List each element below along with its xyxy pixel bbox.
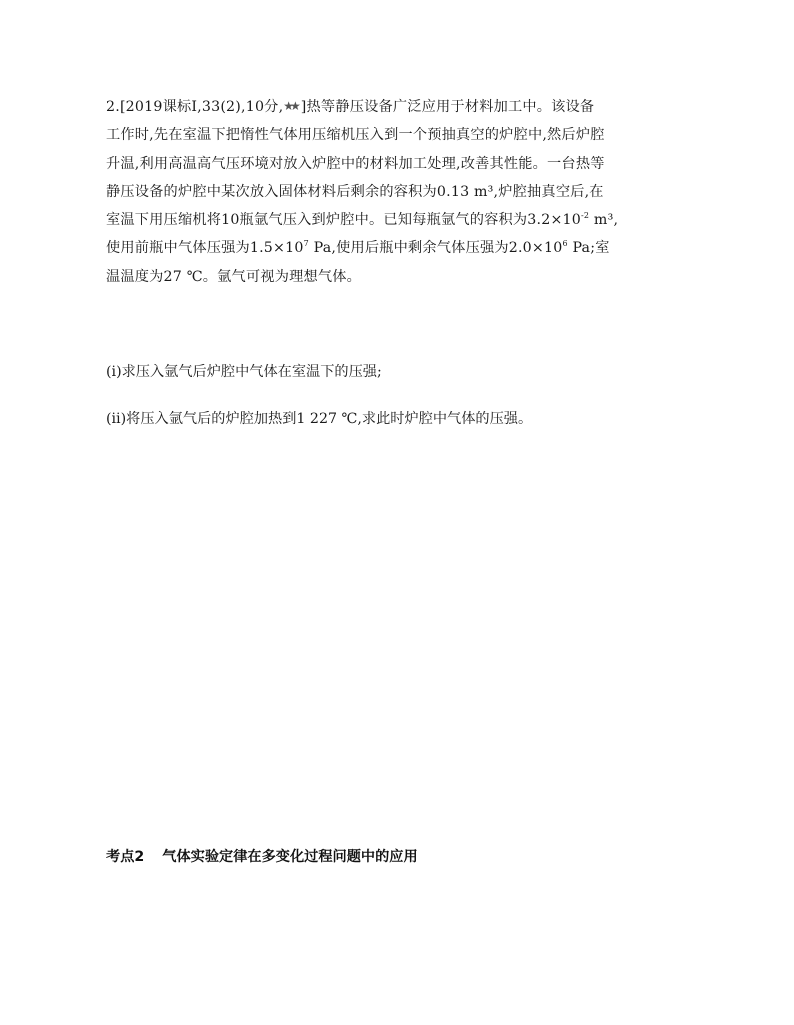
problem-line-6	[106, 234, 696, 262]
problem-statement	[106, 92, 696, 291]
exponent: 6	[562, 239, 568, 249]
problem-line-7: 温温度为27 ℃。氩气可视为理想气体。	[106, 268, 362, 285]
section-label: 考点2	[106, 849, 145, 865]
problem-line-4: 静压设备的炉腔中某次放入固体材料后剩余的容积为0.13 m³,炉腔抽真空后,在	[106, 183, 604, 200]
problem-text-5-end: m³,	[589, 212, 619, 229]
problem-line-3: 升温,利用高温高气压环境对放入炉腔中的材料加工处理,改善其性能。一台热等	[106, 155, 605, 172]
problem-number: 2.	[106, 99, 120, 115]
problem-source-end: ]	[300, 99, 307, 115]
problem-text-1: 热等静压设备广泛应用于材料加工中。该设备	[306, 99, 595, 115]
problem-line-5	[106, 206, 696, 234]
problem-text-6a: 使用前瓶中气体压强为1.5×10	[106, 240, 304, 257]
problem-text-5: 室温下用压缩机将10瓶氩气压入到炉腔中。已知每瓶氩气的容积为3.2×10	[106, 212, 582, 229]
exponent: 7	[303, 239, 309, 249]
problem-line-1	[106, 92, 696, 121]
problem-text-6c: Pa;室	[567, 240, 610, 257]
section-title: 气体实验定律在多变化过程问题中的应用	[162, 849, 418, 865]
section-heading	[106, 847, 418, 867]
star-icon: ★★	[283, 99, 297, 113]
problem-text-6b: Pa,使用后瓶中剩余气体压强为2.0×10	[308, 240, 563, 257]
sub-question-2: (ⅱ)将压入氩气后的炉腔加热到1 227 ℃,求此时炉腔中气体的压强。	[106, 411, 533, 427]
problem-source: [2019课标Ⅰ,33(2),10分,	[119, 99, 284, 115]
problem-line-2: 工作时,先在室温下把惰性气体用压缩机压入到一个预抽真空的炉腔中,然后炉腔	[106, 127, 605, 144]
exponent: -2	[581, 211, 590, 221]
sub-question-1: (ⅰ)求压入氩气后炉腔中气体在室温下的压强;	[106, 364, 382, 380]
